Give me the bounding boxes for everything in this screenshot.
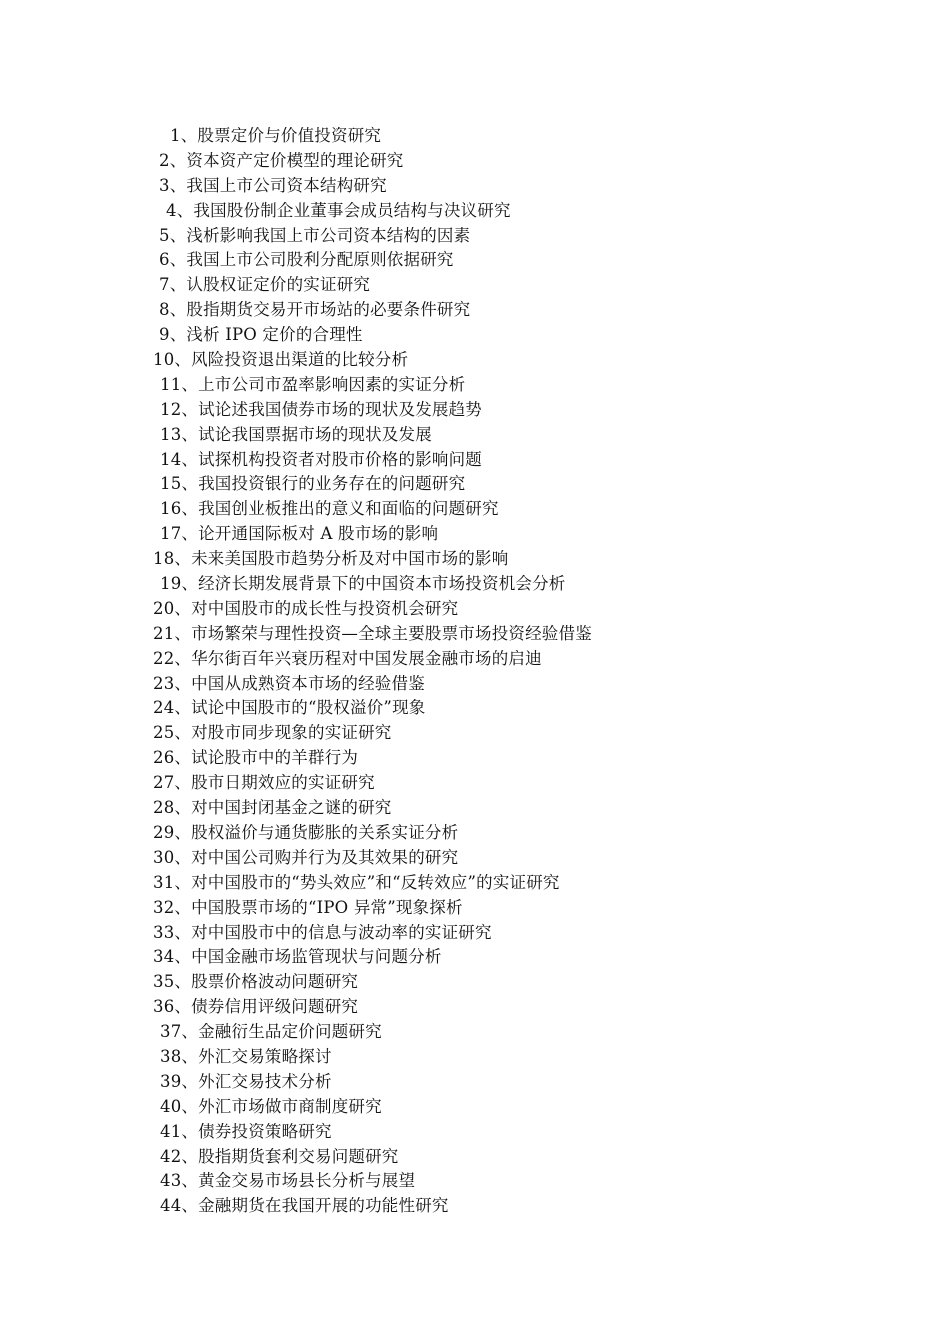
topic-item <box>0 1020 950 1045</box>
topic-item <box>0 199 950 224</box>
topic-item <box>0 572 950 597</box>
topic-item <box>0 497 950 522</box>
topic-item <box>0 1070 950 1095</box>
topic-text: 9、浅析 IPO 定价的合理性 <box>159 325 363 345</box>
topic-text: 2、资本资产定价模型的理论研究 <box>159 150 404 170</box>
topic-item <box>0 871 950 896</box>
topic-item <box>0 945 950 970</box>
topic-text: 43、黄金交易市场县长分析与展望 <box>160 1171 416 1191</box>
topic-item <box>0 423 950 448</box>
topic-item <box>0 174 950 199</box>
topic-text: 28、对中国封闭基金之谜的研究 <box>153 798 392 818</box>
topic-item <box>0 373 950 398</box>
topic-item <box>0 124 950 149</box>
topic-item <box>0 323 950 348</box>
topic-item <box>0 273 950 298</box>
topic-item <box>0 995 950 1020</box>
topic-text: 14、试探机构投资者对股市价格的影响问题 <box>160 449 482 469</box>
topic-text: 7、认股权证定价的实证研究 <box>159 275 371 295</box>
topic-item <box>0 1120 950 1145</box>
topic-text: 27、股市日期效应的实证研究 <box>153 773 375 793</box>
topic-item <box>0 970 950 995</box>
topic-item <box>0 622 950 647</box>
topic-text: 11、上市公司市盈率影响因素的实证分析 <box>160 374 466 394</box>
topic-text: 8、股指期货交易开市场站的必要条件研究 <box>159 300 471 320</box>
topic-text: 26、试论股市中的羊群行为 <box>153 748 359 768</box>
topic-text: 25、对股市同步现象的实证研究 <box>153 723 392 743</box>
topic-item <box>0 149 950 174</box>
topic-text: 42、股指期货套利交易问题研究 <box>160 1146 399 1166</box>
topic-text: 36、债券信用评级问题研究 <box>153 997 359 1017</box>
topic-item <box>0 696 950 721</box>
topic-text: 17、论开通国际板对 A 股市场的影响 <box>160 524 439 544</box>
topic-item <box>0 224 950 249</box>
topic-text: 16、我国创业板推出的意义和面临的问题研究 <box>160 499 499 519</box>
topic-text: 39、外汇交易技术分析 <box>160 1071 332 1091</box>
topic-text: 41、债券投资策略研究 <box>160 1121 332 1141</box>
topic-text: 12、试论述我国债券市场的现状及发展趋势 <box>160 399 482 419</box>
topic-text: 20、对中国股市的成长性与投资机会研究 <box>153 598 459 618</box>
topic-item <box>0 1045 950 1070</box>
topic-text: 4、我国股份制企业董事会成员结构与决议研究 <box>166 200 511 220</box>
topic-item <box>0 821 950 846</box>
topic-item <box>0 398 950 423</box>
topic-text: 33、对中国股市中的信息与波动率的实证研究 <box>153 922 492 942</box>
topic-text: 38、外汇交易策略探讨 <box>160 1046 332 1066</box>
topic-item <box>0 298 950 323</box>
topic-list <box>0 124 950 1219</box>
topic-item <box>0 597 950 622</box>
topic-text: 30、对中国公司购并行为及其效果的研究 <box>153 847 459 867</box>
topic-text: 32、中国股票市场的“IPO 异常”现象探析 <box>153 897 463 917</box>
topic-item <box>0 448 950 473</box>
topic-text: 23、中国从成熟资本市场的经验借鉴 <box>153 673 425 693</box>
topic-text: 34、中国金融市场监管现状与问题分析 <box>153 947 442 967</box>
topic-text: 18、未来美国股市趋势分析及对中国市场的影响 <box>153 549 509 569</box>
topic-item <box>0 522 950 547</box>
topic-text: 21、市场繁荣与理性投资—全球主要股票市场投资经验借鉴 <box>153 623 592 643</box>
topic-item <box>0 1194 950 1219</box>
topic-text: 15、我国投资银行的业务存在的问题研究 <box>160 474 466 494</box>
topic-item <box>0 921 950 946</box>
topic-text: 13、试论我国票据市场的现状及发展 <box>160 424 432 444</box>
topic-text: 37、金融衍生品定价问题研究 <box>160 1022 382 1042</box>
topic-text: 31、对中国股市的“势头效应”和“反转效应”的实证研究 <box>153 872 560 892</box>
topic-item <box>0 472 950 497</box>
topic-item <box>0 647 950 672</box>
topic-item <box>0 771 950 796</box>
topic-text: 10、风险投资退出渠道的比较分析 <box>153 350 409 370</box>
topic-text: 19、经济长期发展背景下的中国资本市场投资机会分析 <box>160 574 566 594</box>
topic-item <box>0 1169 950 1194</box>
topic-text: 24、试论中国股市的“股权溢价”现象 <box>153 698 426 718</box>
topic-text: 22、华尔街百年兴衰历程对中国发展金融市场的启迪 <box>153 648 542 668</box>
topic-item <box>0 896 950 921</box>
topic-text: 35、股票价格波动问题研究 <box>153 972 359 992</box>
topic-item <box>0 721 950 746</box>
topic-text: 44、金融期货在我国开展的功能性研究 <box>160 1196 449 1216</box>
topic-item <box>0 746 950 771</box>
topic-text: 1、股票定价与价值投资研究 <box>170 126 382 145</box>
topic-item <box>0 846 950 871</box>
topic-item <box>0 547 950 572</box>
topic-item <box>0 1095 950 1120</box>
topic-item <box>0 348 950 373</box>
topic-text: 3、我国上市公司资本结构研究 <box>159 175 387 195</box>
topic-text: 40、外汇市场做市商制度研究 <box>160 1096 382 1116</box>
topic-item <box>0 1145 950 1170</box>
topic-text: 5、浅析影响我国上市公司资本结构的因素 <box>159 225 471 245</box>
topic-item <box>0 796 950 821</box>
topic-item <box>0 672 950 697</box>
topic-item <box>0 248 950 273</box>
topic-text: 6、我国上市公司股利分配原则依据研究 <box>159 250 454 270</box>
topic-text: 29、股权溢价与通货膨胀的关系实证分析 <box>153 822 459 842</box>
